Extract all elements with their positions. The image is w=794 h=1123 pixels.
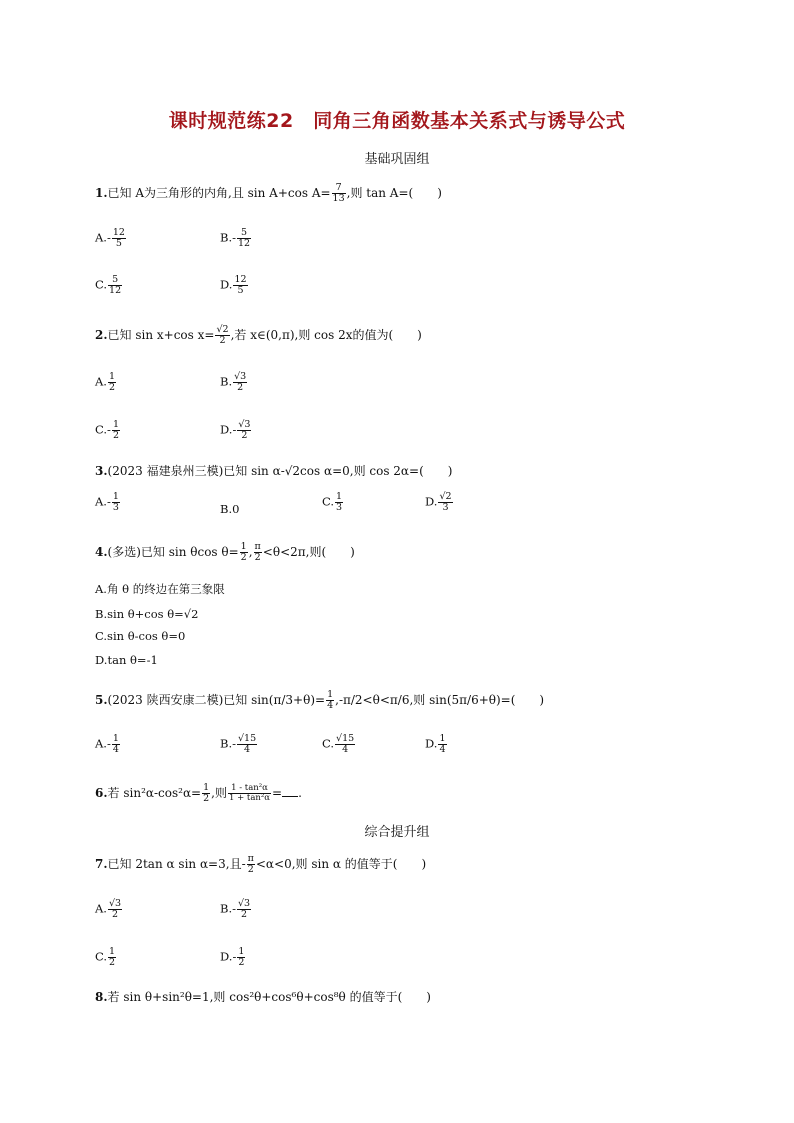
option-a: A.- $\frac{1}{4}$ [95, 733, 119, 755]
option-c: C.- $\frac{1}{2}$ [95, 419, 119, 441]
option-d: D. $\frac{√2}{3}$ [425, 491, 452, 513]
option-a: A. $\frac{1}{2}$ [95, 371, 116, 393]
question-1: 1.已知 A为三角形的内角,且 sin A+cos A= $\frac{7}{13}$ ,则 tan A=( ) [95, 182, 442, 204]
option-b: B.- $\frac{√3}{2}$ [220, 898, 251, 920]
option-d: D. $\frac{12}{5}$ [220, 274, 247, 296]
question-6: 6.若 sin²α-cos²α= $\frac{1}{2}$ ,则 $\frac{\text{1 - tan²α}}{\text{1 + tan²α}}$ = . [95, 782, 302, 804]
option-b: B.- $\frac{5}{12}$ [220, 227, 251, 249]
option-c: C. $\frac{1}{2}$ [95, 946, 116, 968]
option-a: A.- $\frac{12}{5}$ [95, 227, 125, 249]
option-d: D.- $\frac{1}{2}$ [220, 946, 245, 968]
option-b: B.- $\frac{√15}{4}$ [220, 733, 257, 755]
option-d: D. $\frac{1}{4}$ [425, 733, 446, 755]
question-3: 3.(2023 福建泉州三模)已知 sin α-√2cos α=0,则 cos 2α=( ) [95, 464, 453, 478]
option-b: B.0 [220, 502, 240, 516]
option-a: A. $\frac{√3}{2}$ [95, 898, 122, 920]
section-advanced: 综合提升组 [364, 825, 430, 840]
section-basic: 基础巩固组 [364, 152, 430, 167]
option-b: B. $\frac{√3}{2}$ [220, 371, 247, 393]
fraction: $\frac{7}{13}$ [332, 182, 345, 204]
option-a: A.角 θ 的终边在第三象限 [95, 582, 225, 596]
option-c: C. $\frac{√15}{4}$ [322, 733, 355, 755]
question-7: 7.已知 2tan α sin α=3,且- $\frac{\pi}{2}$ <α<0,则 sin α 的值等于( ) [95, 853, 427, 875]
option-c: C.sin θ-cos θ=0 [95, 629, 186, 643]
option-d: D.tan θ=-1 [95, 653, 158, 667]
question-2: 2.已知 sin x+cos x= $\frac{√2}{2}$ ,若 x∈(0,π),则 cos 2x的值为( ) [95, 324, 422, 346]
option-b: B.sin θ+cos θ=√2 [95, 607, 199, 621]
option-a: A.- $\frac{1}{3}$ [95, 491, 119, 513]
option-d: D.- $\frac{√3}{2}$ [220, 419, 251, 441]
question-4: 4.(多选)已知 sin θcos θ= $\frac{1}{2}$ , $\frac{\pi}{2}$ <θ<2π,则( ) [95, 541, 355, 563]
answer-blank [282, 786, 298, 797]
question-5: 5.(2023 陕西安康二模)已知 sin(π/3+θ)= $\frac{1}{4}$ ,-π/2<θ<π/6,则 sin(5π/6+θ)=( ) [95, 689, 545, 711]
option-c: C. $\frac{1}{3}$ [322, 491, 343, 513]
question-8: 8.若 sin θ+sin²θ=1,则 cos²θ+cos⁶θ+cos⁸θ 的值等于( ) [95, 990, 431, 1004]
option-c: C. $\frac{5}{12}$ [95, 274, 122, 296]
page-title: 课时规范练22 同角三角函数基本关系式与诱导公式 [168, 110, 626, 132]
